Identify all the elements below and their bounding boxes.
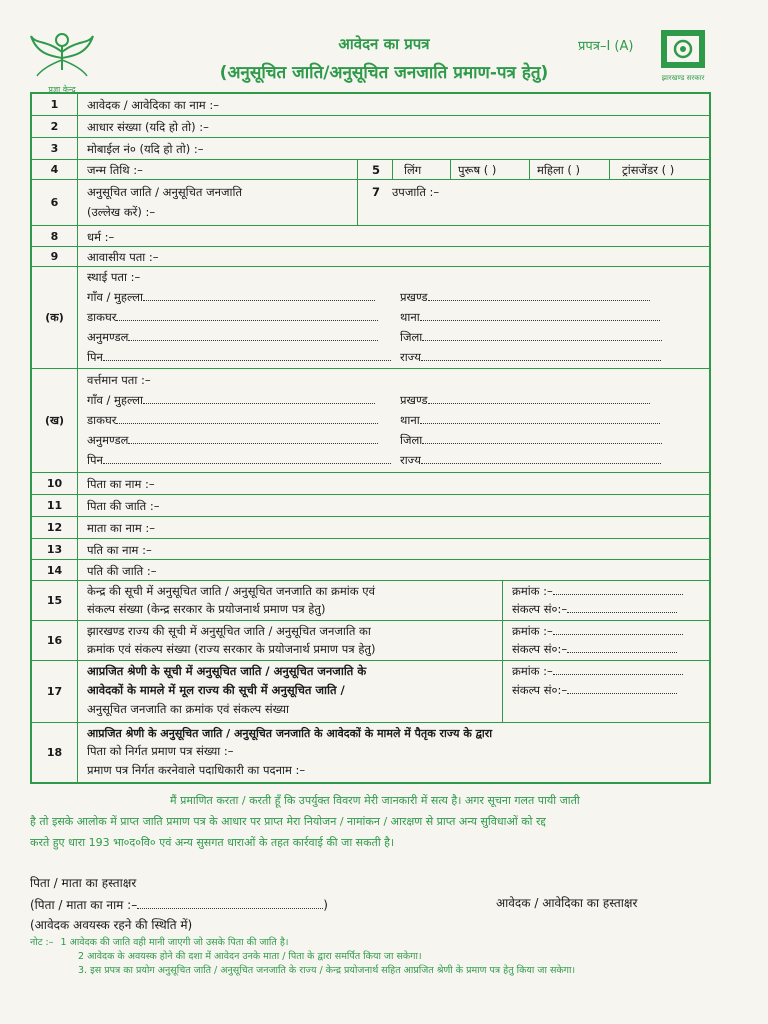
permanent-village-field[interactable]: गाँव / मुहल्ला [87, 290, 375, 305]
table-row [32, 180, 709, 226]
row-number: 18 [32, 723, 78, 782]
jharkhand-govt-logo [654, 28, 712, 83]
father-caste-field[interactable]: पिता की जाति :– [87, 499, 160, 513]
row-number: 9 [32, 247, 78, 266]
father-name-field[interactable]: पिता का नाम :– [87, 477, 155, 491]
table-row [32, 138, 709, 160]
central-list-label-2: संकल्प संख्या (केन्द्र सरकार के प्रयोजनार्थ प्रमाण पत्र हेतु) [87, 602, 326, 616]
gender-female-checkbox[interactable]: महिला ( ) [537, 163, 581, 177]
permanent-address-section [32, 267, 709, 369]
migrated-kramank-field[interactable]: क्रमांक :– [512, 664, 683, 679]
row-number: 2 [32, 116, 78, 137]
current-address-title: वर्त्तमान पता :– [87, 373, 151, 387]
form-subtitle: (अनुसूचित जाति/अनुसूचित जनजाति प्रमाण-पत्र हेतु) [219, 63, 549, 83]
migrated-list-label: आप्रजित श्रेणी के सूची में अनुसूचित जाति / अनुसूचित जनजाति के [87, 664, 367, 678]
row-number: 17 [32, 661, 78, 722]
religion-field[interactable]: धर्म :– [87, 230, 115, 244]
form-title: आवेदन का प्रपत्र [338, 35, 430, 53]
current-block-field[interactable]: प्रखण्ड [400, 393, 650, 408]
notes-label: नोट :– [30, 937, 54, 948]
subcaste-field[interactable]: उपजाति :– [392, 185, 440, 199]
migrated-list-label-3: अनुसूचित जनजाति का क्रमांक एवं संकल्प संख्या [87, 702, 289, 716]
dob-field[interactable]: जन्म तिथि :– [87, 163, 143, 177]
note-item: 2 आवेदक के अवयस्क होने की दशा में आवेदन उनके माता / पिता के द्वारा समर्पित किया जा सकेगा। [78, 951, 422, 962]
applicant-name-field[interactable]: आवेदक / आवेदिका का नाम :– [87, 98, 219, 112]
row-number: 16 [32, 621, 78, 660]
row-number: 13 [32, 539, 78, 559]
current-address-section [32, 369, 709, 473]
father-certificate-number-field[interactable]: पिता को निर्गत प्रमाण पत्र संख्या :– [87, 744, 234, 758]
central-sankalp-field[interactable]: संकल्प सं०:– [512, 602, 677, 617]
table-row [32, 581, 709, 621]
caste-field-hint: (उल्लेख करें) :– [87, 205, 156, 219]
permanent-block-field[interactable]: प्रखण्ड [400, 290, 650, 305]
migrated-list-label-2: आवेदकों के मामले में मूल राज्य की सूची में अनुसूचित जाति / [87, 683, 345, 697]
state-kramank-field[interactable]: क्रमांक :– [512, 624, 683, 639]
table-row [32, 621, 709, 661]
table-row [32, 160, 709, 180]
declaration-line: मैं प्रमाणित करता / करती हूँ कि उपर्युक्त विवरण मेरी जानकारी में सत्य है। अगर सूचना गलत पायी जाती [170, 794, 580, 807]
husband-caste-field[interactable]: पति की जाति :– [87, 564, 157, 578]
row-number: 11 [32, 495, 78, 516]
issuing-officer-field[interactable]: प्रमाण पत्र निर्गत करनेवाले पदाधिकारी का पदनाम :– [87, 763, 306, 777]
aadhaar-field[interactable]: आधार संख्या (यदि हो तो) :– [87, 120, 209, 134]
permanent-thana-field[interactable]: थाना [400, 310, 660, 325]
mother-name-field[interactable]: माता का नाम :– [87, 521, 156, 535]
logo-caption: प्रज्ञा केन्द्र [48, 85, 76, 94]
table-row [32, 94, 709, 116]
row-number: (ख) [32, 369, 78, 472]
permanent-district-field[interactable]: जिला [400, 330, 662, 345]
note-item: 1 आवेदक की जाति वही मानी जाएगी जो उसके पिता की जाति है। [60, 937, 289, 948]
current-post-field[interactable]: डाकघर [87, 413, 378, 428]
table-row [32, 495, 709, 517]
table-row [32, 247, 709, 267]
table-row [32, 560, 709, 581]
row-number: 4 [32, 160, 78, 179]
table-row [32, 116, 709, 138]
row-number: 12 [32, 517, 78, 538]
current-district-field[interactable]: जिला [400, 433, 662, 448]
gender-transgender-checkbox[interactable]: ट्रांसजेंडर ( ) [622, 163, 675, 177]
table-row [32, 226, 709, 247]
mobile-field[interactable]: मोबाईल नं० (यदि हो तो) :– [87, 142, 204, 156]
gender-male-checkbox[interactable]: पुरूष ( ) [458, 163, 497, 177]
parental-state-label: आप्रजित श्रेणी के अनुसूचित जाति / अनुसूचित जनजाति के आवेदकों के मामले में पैतृक राज्य के द्वारा [87, 727, 493, 740]
permanent-post-field[interactable]: डाकघर [87, 310, 378, 325]
table-row [32, 539, 709, 560]
note-item: 3. इस प्रपत्र का प्रयोग अनुसूचित जाति / अनुसूचित जनजाति के राज्य / केन्द्र प्रयोजनार्थ सहित आप्रजित श्रेणी के प्रमाण पत्र हेतु किया जा सकेगा। [78, 965, 576, 976]
jharkhand-emblem-icon [658, 28, 708, 70]
row-number: 8 [32, 226, 78, 246]
gender-label: लिंग [404, 163, 422, 177]
applicant-signature-label: आवेदक / आवेदिका का हस्ताक्षर [496, 896, 638, 910]
state-list-label: झारखण्ड राज्य की सूची में अनुसूचित जाति / अनुसूचित जनजाति का [87, 624, 371, 638]
notes [30, 936, 730, 978]
migrated-sankalp-field[interactable]: संकल्प सं०:– [512, 683, 677, 698]
current-thana-field[interactable]: थाना [400, 413, 660, 428]
row-number: 1 [32, 94, 78, 115]
table-row [32, 517, 709, 539]
table-row [32, 723, 709, 782]
row-number: 7 [372, 185, 381, 199]
declaration [30, 790, 720, 853]
husband-name-field[interactable]: पति का नाम :– [87, 543, 152, 557]
parent-signature-label: पिता / माता का हस्ताक्षर [30, 876, 137, 890]
table-row [32, 661, 709, 723]
row-number: 14 [32, 560, 78, 580]
declaration-line: है तो इसके आलोक में प्राप्त जाति प्रमाण पत्र के आधार पर प्राप्त मेरा नियोजन / नामांकन / आरक्षण से प्राप्त अन्य सुविधाओं को रद्द [30, 815, 546, 828]
row-number: 10 [32, 473, 78, 494]
minor-note: (आवेदक अवयस्क रहने की स्थिति में) [30, 918, 193, 932]
application-form-table [30, 92, 711, 784]
logo-caption-right: झारखण्ड सरकार [661, 74, 705, 82]
residential-address-label: आवासीय पता :– [87, 250, 159, 264]
permanent-subdivision-field[interactable]: अनुमण्डल [87, 330, 378, 345]
permanent-address-title: स्थाई पता :– [87, 270, 141, 284]
central-kramank-field[interactable]: क्रमांक :– [512, 584, 683, 599]
row-number: 15 [32, 581, 78, 620]
form-number: प्रपत्र–I (A) [578, 39, 634, 54]
table-row [32, 473, 709, 495]
row-number: 6 [32, 180, 78, 225]
current-village-field[interactable]: गाँव / मुहल्ला [87, 393, 375, 408]
state-list-label-2: क्रमांक एवं संकल्प संख्या (राज्य सरकार के प्रयोजनार्थ प्रमाण पत्र हेतु) [87, 642, 376, 656]
state-sankalp-field[interactable]: संकल्प सं०:– [512, 642, 677, 657]
declaration-line: करते हुए धारा 193 भा०द०वि० एवं अन्य सुसगत धाराओं के तहत कार्रवाई की जा सकती है। [30, 836, 395, 849]
parent-name-field[interactable]: (पिता / माता का नाम :– ) [30, 898, 328, 912]
row-number: (क) [32, 267, 78, 368]
row-number: 3 [32, 138, 78, 159]
current-state-field[interactable]: राज्य [400, 453, 661, 468]
permanent-pin-field[interactable]: पिन [87, 350, 391, 365]
caste-field[interactable]: अनुसूचित जाति / अनुसूचित जनजाति [87, 185, 243, 199]
current-subdivision-field[interactable]: अनुमण्डल [87, 433, 378, 448]
permanent-state-field[interactable]: राज्य [400, 350, 661, 365]
current-pin-field[interactable]: पिन [87, 453, 391, 468]
central-list-label: केन्द्र की सूची में अनुसूचित जाति / अनुसूचित जनजाति का क्रमांक एवं [87, 584, 375, 598]
row-number: 5 [372, 163, 381, 177]
